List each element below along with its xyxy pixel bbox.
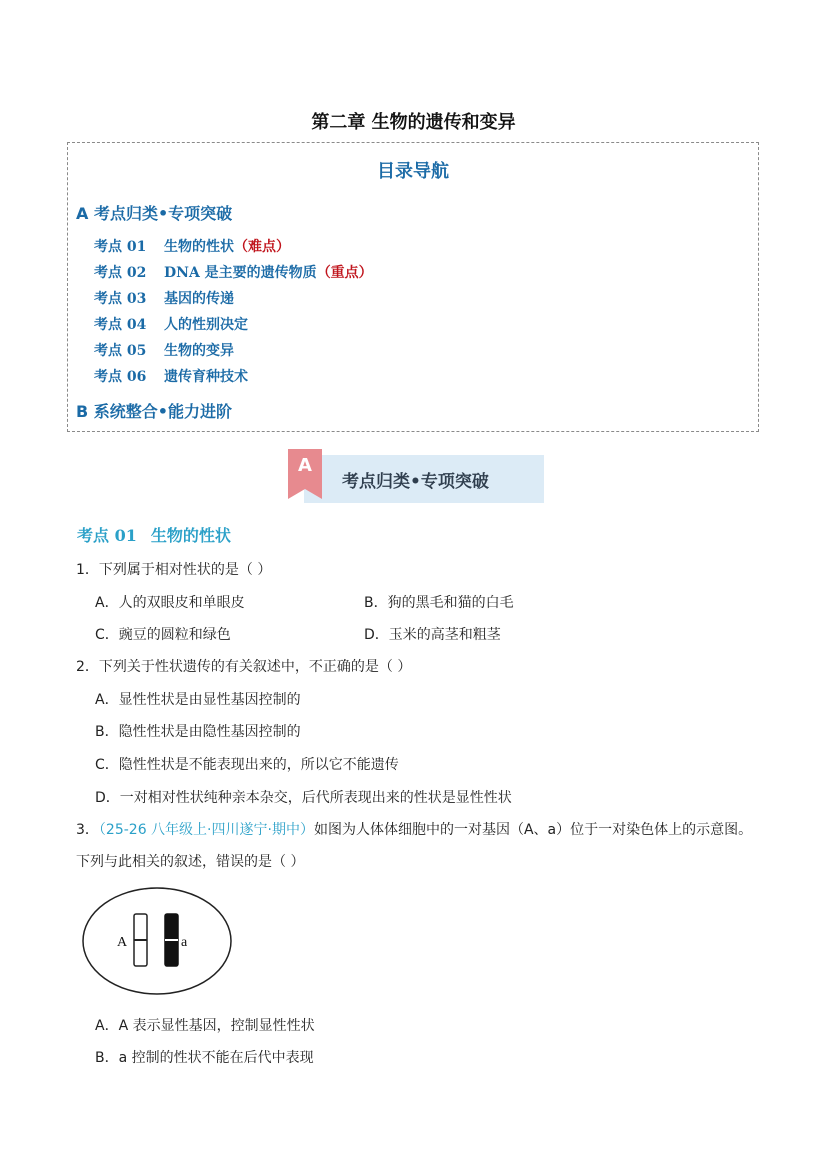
gene-label-left: A <box>117 935 128 950</box>
q3-option-b: B．a 控制的性状不能在后代中表现 <box>95 1050 314 1066</box>
chromosome-diagram-svg <box>81 886 233 996</box>
toc-section-a[interactable]: A 考点归类•专项突破 <box>76 204 233 223</box>
gene-label-right: a <box>181 935 188 950</box>
document-title: 第二章 生物的遗传和变异 <box>311 112 516 133</box>
q1-option-b: B．狗的黑毛和猫的白毛 <box>364 595 514 611</box>
chromosome-diagram <box>81 886 233 996</box>
toc-title: 目录导航 <box>377 161 449 182</box>
section-banner <box>284 449 544 505</box>
toc-item-3[interactable]: 考点 03 基因的传递 <box>94 291 234 307</box>
kaodian-heading: 考点 01 生物的性状 <box>77 526 231 545</box>
toc-item-6[interactable]: 考点 06 遗传育种技术 <box>94 369 248 385</box>
question-3-stem-line2: 下列与此相关的叙述，错误的是（ ） <box>76 854 305 870</box>
toc-item-5[interactable]: 考点 05 生物的变异 <box>94 343 234 359</box>
q3-option-a: A．A 表示显性基因，控制显性性状 <box>95 1018 315 1034</box>
q2-option-a: A．显性性状是由显性基因控制的 <box>95 692 301 708</box>
q1-option-c: C．豌豆的圆粒和绿色 <box>95 627 231 643</box>
question-2-stem: 2．下列关于性状遗传的有关叙述中，不正确的是（ ） <box>76 659 412 675</box>
q1-option-a: A．人的双眼皮和单眼皮 <box>95 595 245 611</box>
banner-letter: A <box>298 455 312 476</box>
q2-option-b: B．隐性性状是由隐性基因控制的 <box>95 724 301 740</box>
q2-option-c: C．隐性性状是不能表现出来的，所以它不能遗传 <box>95 757 399 773</box>
question-source: （25-26 八年级上·四川遂宁·期中） <box>98 822 314 838</box>
question-1-stem: 1．下列属于相对性状的是（ ） <box>76 562 272 578</box>
q2-option-d: D．一对相对性状纯种亲本杂交，后代所表现出来的性状是显性性状 <box>95 790 512 806</box>
cell-outline <box>83 888 231 994</box>
q1-option-d: D．玉米的高茎和粗茎 <box>364 627 501 643</box>
toc-box <box>67 142 759 432</box>
toc-section-b[interactable]: B 系统整合•能力进阶 <box>76 402 232 421</box>
question-3-stem: 3．（25-26 八年级上·四川遂宁·期中）如图为人体体细胞中的一对基因（A、a）位于一对染色体上的示意图。 <box>76 822 753 838</box>
toc-item-1[interactable]: 考点 01 生物的性状（难点） <box>94 239 290 255</box>
toc-item-4[interactable]: 考点 04 人的性别决定 <box>94 317 248 333</box>
toc-item-2[interactable]: 考点 02 DNA 是主要的遗传物质（重点） <box>94 265 373 281</box>
banner-text: 考点归类•专项突破 <box>342 472 489 492</box>
